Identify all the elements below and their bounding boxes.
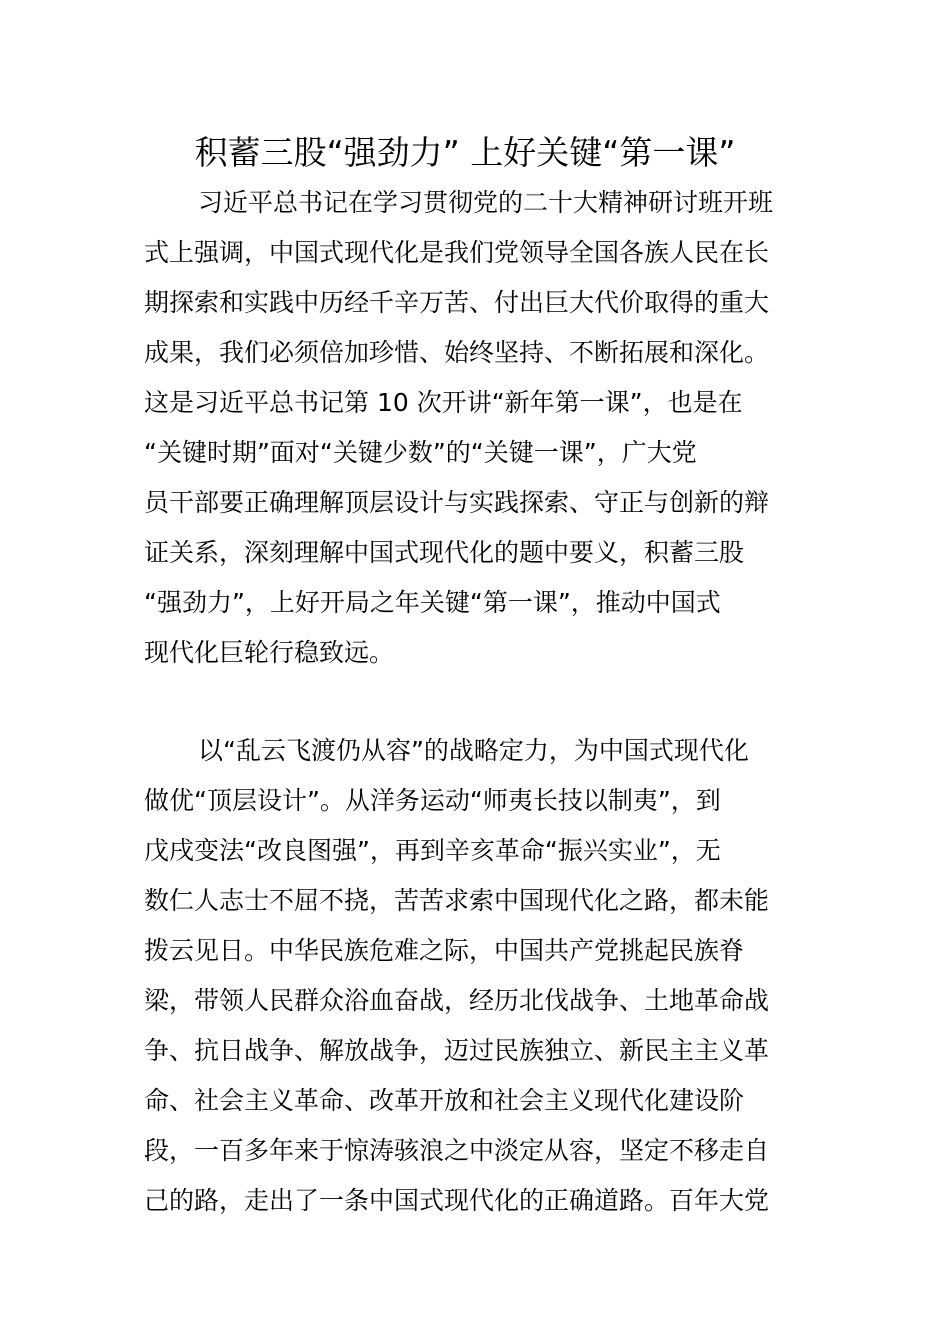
paragraph-line: 证关系，深刻理解中国式现代化的题中要义，积蓄三股 bbox=[144, 538, 745, 567]
paragraph-line: 梁，带领人民群众浴血奋战，经历北伐战争、土地革命战 bbox=[144, 986, 770, 1015]
paragraph-line: 命、社会主义革命、改革开放和社会主义现代化建设阶 bbox=[144, 1086, 745, 1115]
paragraph-line: 段，一百多年来于惊涛骇浪之中淡定从容，坚定不移走自 bbox=[144, 1136, 770, 1165]
paragraph-line: 以“乱云飞渡仍从容”的战略定力，为中国式现代化 bbox=[198, 736, 749, 765]
paragraph-line: 数仁人志士不屈不挠，苦苦求索中国现代化之路，都未能 bbox=[144, 886, 770, 915]
paragraph-line: 期探索和实践中历经千辛万苦、付出巨大代价取得的重大 bbox=[144, 288, 770, 317]
paragraph-line: 拨云见日。中华民族危难之际，中国共产党挑起民族脊 bbox=[144, 936, 745, 965]
paragraph-line: 成果，我们必须倍加珍惜、始终坚持、不断拓展和深化。 bbox=[144, 338, 770, 367]
paragraph-line: 己的路，走出了一条中国式现代化的正确道路。百年大党 bbox=[144, 1186, 770, 1215]
document-title: 积蓄三股“强劲力” 上好关键“第一课” bbox=[194, 133, 736, 172]
paragraph-line: “关键时期”面对“关键少数”的“关键一课”，广大党 bbox=[144, 438, 697, 467]
paragraph-line: 员干部要正确理解顶层设计与实践探索、守正与创新的辩 bbox=[144, 488, 770, 517]
paragraph-line: “强劲力”，上好开局之年关键“第一课”，推动中国式 bbox=[144, 588, 721, 617]
paragraph-line: 习近平总书记在学习贯彻党的二十大精神研讨班开班 bbox=[198, 188, 774, 217]
paragraph-line: 做优“顶层设计”。从洋务运动“师夷长技以制夷”，到 bbox=[144, 786, 721, 815]
paragraph-line: 这是习近平总书记第 10 次开讲“新年第一课”，也是在 bbox=[144, 388, 743, 417]
paragraph-line: 现代化巨轮行稳致远。 bbox=[144, 638, 395, 667]
paragraph-line: 戊戌变法“改良图强”，再到辛亥革命“振兴实业”，无 bbox=[144, 836, 721, 865]
paragraph-line: 争、抗日战争、解放战争，迈过民族独立、新民主主义革 bbox=[144, 1036, 770, 1065]
paragraph-line: 式上强调，中国式现代化是我们党领导全国各族人民在长 bbox=[144, 238, 770, 267]
